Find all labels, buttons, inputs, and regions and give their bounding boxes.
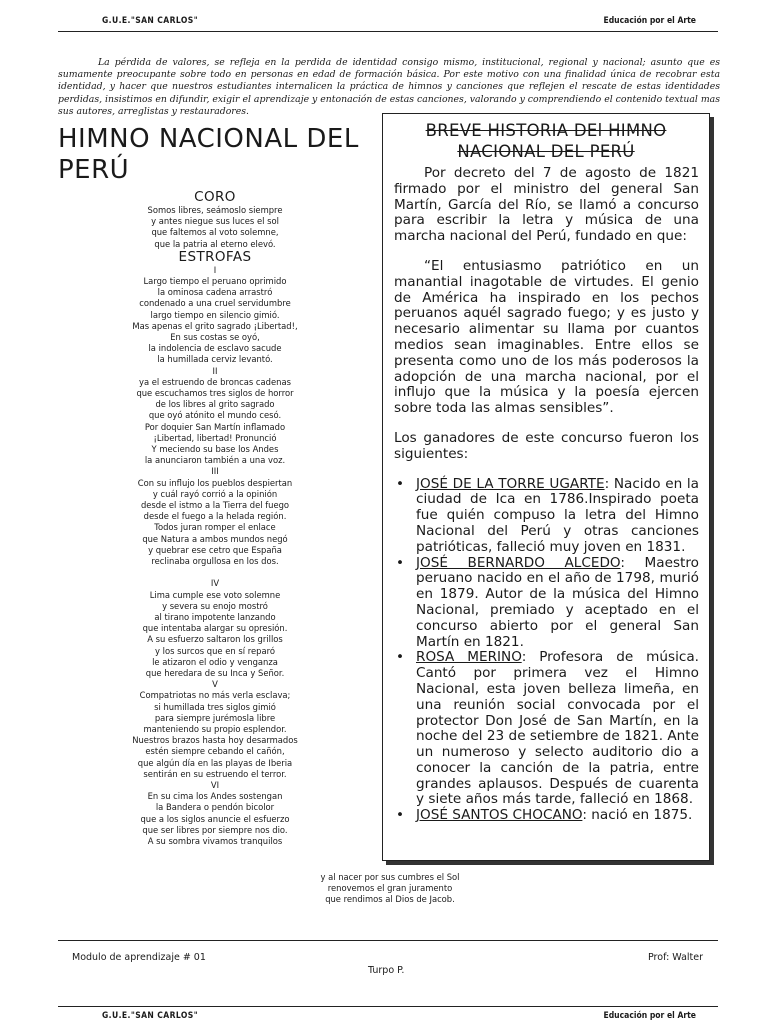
stanza-2 <box>110 377 320 467</box>
lyric-line: si humillada tres siglos gimió <box>154 701 276 712</box>
lyric-line: Largo tiempo el peruano oprimido <box>143 276 287 287</box>
stanza-6 <box>110 791 320 847</box>
lyric-line: Y meciendo su base los Andes <box>151 444 279 455</box>
lyric-line: A su esfuerzo saltaron los grillos <box>147 634 283 645</box>
lyric-line: la Bandera o pendón bicolor <box>155 802 275 813</box>
lyric-line: y los surcos que en sí reparó <box>155 645 275 656</box>
lyric-line: condenado a una cruel servidumbre <box>139 298 291 309</box>
lyric-line: que rendimos al Dios de Jacob. <box>325 894 455 905</box>
lyric-line: renovemos el gran juramento <box>327 883 453 894</box>
bottom-header-rule <box>58 1006 718 1007</box>
history-title-line1: BREVE HISTORIA DEl HIMNO <box>425 121 667 140</box>
lyric-line: Mas apenas el grito sagrado ¡Libertad!, <box>132 320 298 331</box>
lyric-line: que Natura a ambos mundos negó <box>142 533 288 544</box>
winner-item <box>394 556 699 651</box>
stanza-number: II <box>212 365 218 376</box>
lyric-line: que ser libres por siempre nos dio. <box>142 824 288 835</box>
stanza-6-tail <box>310 872 470 906</box>
coro-heading: CORO <box>194 189 236 205</box>
lyric-line: y severa su enojo mostró <box>162 600 268 611</box>
lyric-line: Con su influjo los pueblos despiertan <box>137 477 293 488</box>
lyric-line: la ominosa cadena arrastró <box>157 287 273 298</box>
header-rule <box>58 31 718 32</box>
footer-module: Modulo de aprendizaje # 01 <box>72 952 206 963</box>
anthem-lyrics <box>110 190 320 847</box>
winner-name: ROSA MERINO <box>416 649 522 666</box>
stanza-5 <box>110 690 320 780</box>
coro-stanza <box>110 205 320 250</box>
winner-name: JOSÉ SANTOS CHOCANO <box>416 807 583 824</box>
winners-list <box>394 477 699 825</box>
lyric-line: Lima cumple ese voto solemne <box>149 589 281 600</box>
stanza-spacer <box>110 567 320 578</box>
stanza-number: I <box>213 264 217 275</box>
lyric-line: Todos juran romper el enlace <box>154 522 276 533</box>
lyric-line: desde el fuego a la helada región. <box>143 511 287 522</box>
lyric-line: ya el estruendo de broncas cadenas <box>139 376 291 387</box>
lyric-line: y al nacer por sus cumbres el Sol <box>320 872 460 882</box>
winner-item <box>394 808 699 824</box>
lyric-line: Por doquier San Martín inflamado <box>144 421 286 432</box>
intro-text: La pérdida de valores, se refleja en la perdida de identidad consigo mismo, institucional, regional y nacional; asunto que es sumamente preocupante sobre todo en personas en edad de formación básica. Por este motivo con una finalidad única de recobrar esta identidad, y hacer que nuestros estudiantes internalicen la práctica de himnos y canciones que reflejen el rescate de estas identidades perdidas, insistimos en difundir, exigir el aprendizaje y entonación de estas canciones, valorando y comprendiendo el contenido textual mas sus autores, arreglistas y restauradores. <box>58 57 720 117</box>
stanza-4 <box>110 590 320 680</box>
header-subject: Educación por el Arte <box>603 16 696 26</box>
lyric-line: que intentaba alargar su opresión. <box>142 623 288 634</box>
lyric-line: para siempre jurémosla libre <box>154 712 276 723</box>
winner-item <box>394 477 699 556</box>
lyric-line: En su cima los Andes sostengan <box>147 791 283 802</box>
header-school: G.U.E."SAN CARLOS" <box>102 16 199 26</box>
lyric-line: ¡Libertad, libertad! Pronunció <box>153 432 277 443</box>
intro-paragraph <box>58 57 720 118</box>
estrofas-heading: ESTROFAS <box>178 248 252 265</box>
lyric-line: que la patria al eterno elevó. <box>154 238 276 249</box>
lyric-line: y quebrar ese cetro que España <box>148 544 282 555</box>
stanza-number: VI <box>210 779 220 790</box>
winner-name: JOSÉ BERNARDO ALCEDO <box>416 554 621 571</box>
history-title <box>383 120 709 162</box>
stanza-3 <box>110 478 320 568</box>
header-school: G.U.E."SAN CARLOS" <box>102 1011 199 1021</box>
footer-prof-cont: Turpo P. <box>368 965 405 976</box>
lyric-line: manteniendo su propio esplendor. <box>143 723 287 734</box>
lyric-line: estén siempre cebando el cañón, <box>145 746 285 757</box>
lyric-line: la anunciaron también a una voz. <box>144 455 286 466</box>
history-paragraph-3: Los ganadores de este concurso fueron los siguientes: <box>394 429 699 462</box>
lyric-line: que heredara de su Inca y Señor. <box>145 667 285 678</box>
lyric-line: y antes niegue sus luces el sol <box>151 216 279 227</box>
page-header-bottom <box>58 1009 718 1025</box>
page-header <box>58 14 718 30</box>
lyric-line: sentirán en su estruendo el terror. <box>143 768 287 779</box>
lyric-line: Somos libres, seámoslo siempre <box>147 205 283 215</box>
lyric-line: Nuestros brazos hasta hoy desarmados <box>132 735 298 746</box>
history-body <box>394 166 699 824</box>
winner-name: JOSÉ DE LA TORRE UGARTE <box>416 475 605 492</box>
anthem-title: HIMNO NACIONAL DEL PERÚ <box>58 124 359 185</box>
winner-item <box>394 650 699 808</box>
lyric-line: Compatriotas no más verla esclava; <box>139 690 291 701</box>
history-paragraph-1: Por decreto del 7 de agosto de 1821 firmado por el ministro del general San Martín, García del Río, se llamó a concurso para escribir la letra y música de una marcha nacional del Perú, fundado en que: <box>394 165 699 245</box>
lyric-line: la humillada cerviz levantó. <box>157 354 273 365</box>
winner-text: : Nacido en la ciudad de Ica en 1786.Inspirado poeta fue quién compuso la letra del Himno Nacional del Perú y otras canciones patrióticas, falleció muy joven en 1831. <box>416 475 699 555</box>
footer-rule <box>58 940 718 941</box>
footer-prof: Prof: Walter <box>648 952 704 963</box>
lyric-line: largo tiempo en silencio gimió. <box>150 309 280 320</box>
lyric-line: que algún día en las playas de Iberia <box>137 757 293 768</box>
stanza-1 <box>110 276 320 366</box>
lyric-line: la indolencia de esclavo sacude <box>148 343 282 354</box>
stanza-number: III <box>211 466 219 477</box>
history-quote: “El entusiasmo patriótico en un manantial inagotable de virtudes. El genio de América ha inspirado en los pechos peruanos aquél sagrado fuego; y es justo y necesario alimentar su llama por cuantos medios sean imaginables. Entre ellos se presenta como uno de los más poderosos la adopción de una marcha nacional, por el influjo que la música y la poesía ejercen sobre toda las almas sensibles”. <box>394 257 699 417</box>
lyric-line: En sus costas se oyó, <box>170 332 260 343</box>
winner-text: : nació en 1875. <box>582 807 693 824</box>
lyric-line: le atizaron el odio y venganza <box>152 656 278 667</box>
winner-text: : Profesora de música. Cantó por primera vez el Himno Nacional, esta joven belleza limeña, en una reunión social convocada por el protector Don José de San Martín, en la noche del 23 de setiembre de 1821. Ante un numeroso y selecto auditorio dio a conocer la canción de la patria, entre grandes aplausos. Después de cuarenta y siete años más tarde, falleció en 1868. <box>416 649 699 808</box>
header-subject: Educación por el Arte <box>603 1011 696 1021</box>
lyric-line: reclinaba orgullosa en los dos. <box>151 556 279 567</box>
history-title-line2: NACIONAL DEL PERÚ <box>457 142 635 161</box>
lyric-line: de los libres al grito sagrado <box>155 399 275 410</box>
lyric-line: A su sombra vivamos tranquilos <box>147 835 283 846</box>
history-box <box>382 113 710 861</box>
lyric-line: que faltemos al voto solemne, <box>151 227 279 238</box>
stanza-number: V <box>212 679 218 690</box>
lyric-line: y cuál rayó corrió a la opinión <box>152 488 278 499</box>
lyric-line: que escuchamos tres siglos de horror <box>136 388 294 399</box>
stanza-number: IV <box>210 578 220 589</box>
lyric-line: desde el istmo a la Tierra del fuego <box>140 500 290 511</box>
winner-text: : Maestro peruano nacido en el año de 1798, murió en 1879. Autor de la música del Himno Nacional, premiado y aceptado en el concurso abierto por el general San Martín en 1821. <box>416 554 699 650</box>
lyric-line: que a los siglos anuncie el esfuerzo <box>140 813 290 824</box>
lyric-line: al tirano impotente lanzando <box>154 611 276 622</box>
lyric-line: que oyó atónito el mundo cesó. <box>148 410 282 421</box>
